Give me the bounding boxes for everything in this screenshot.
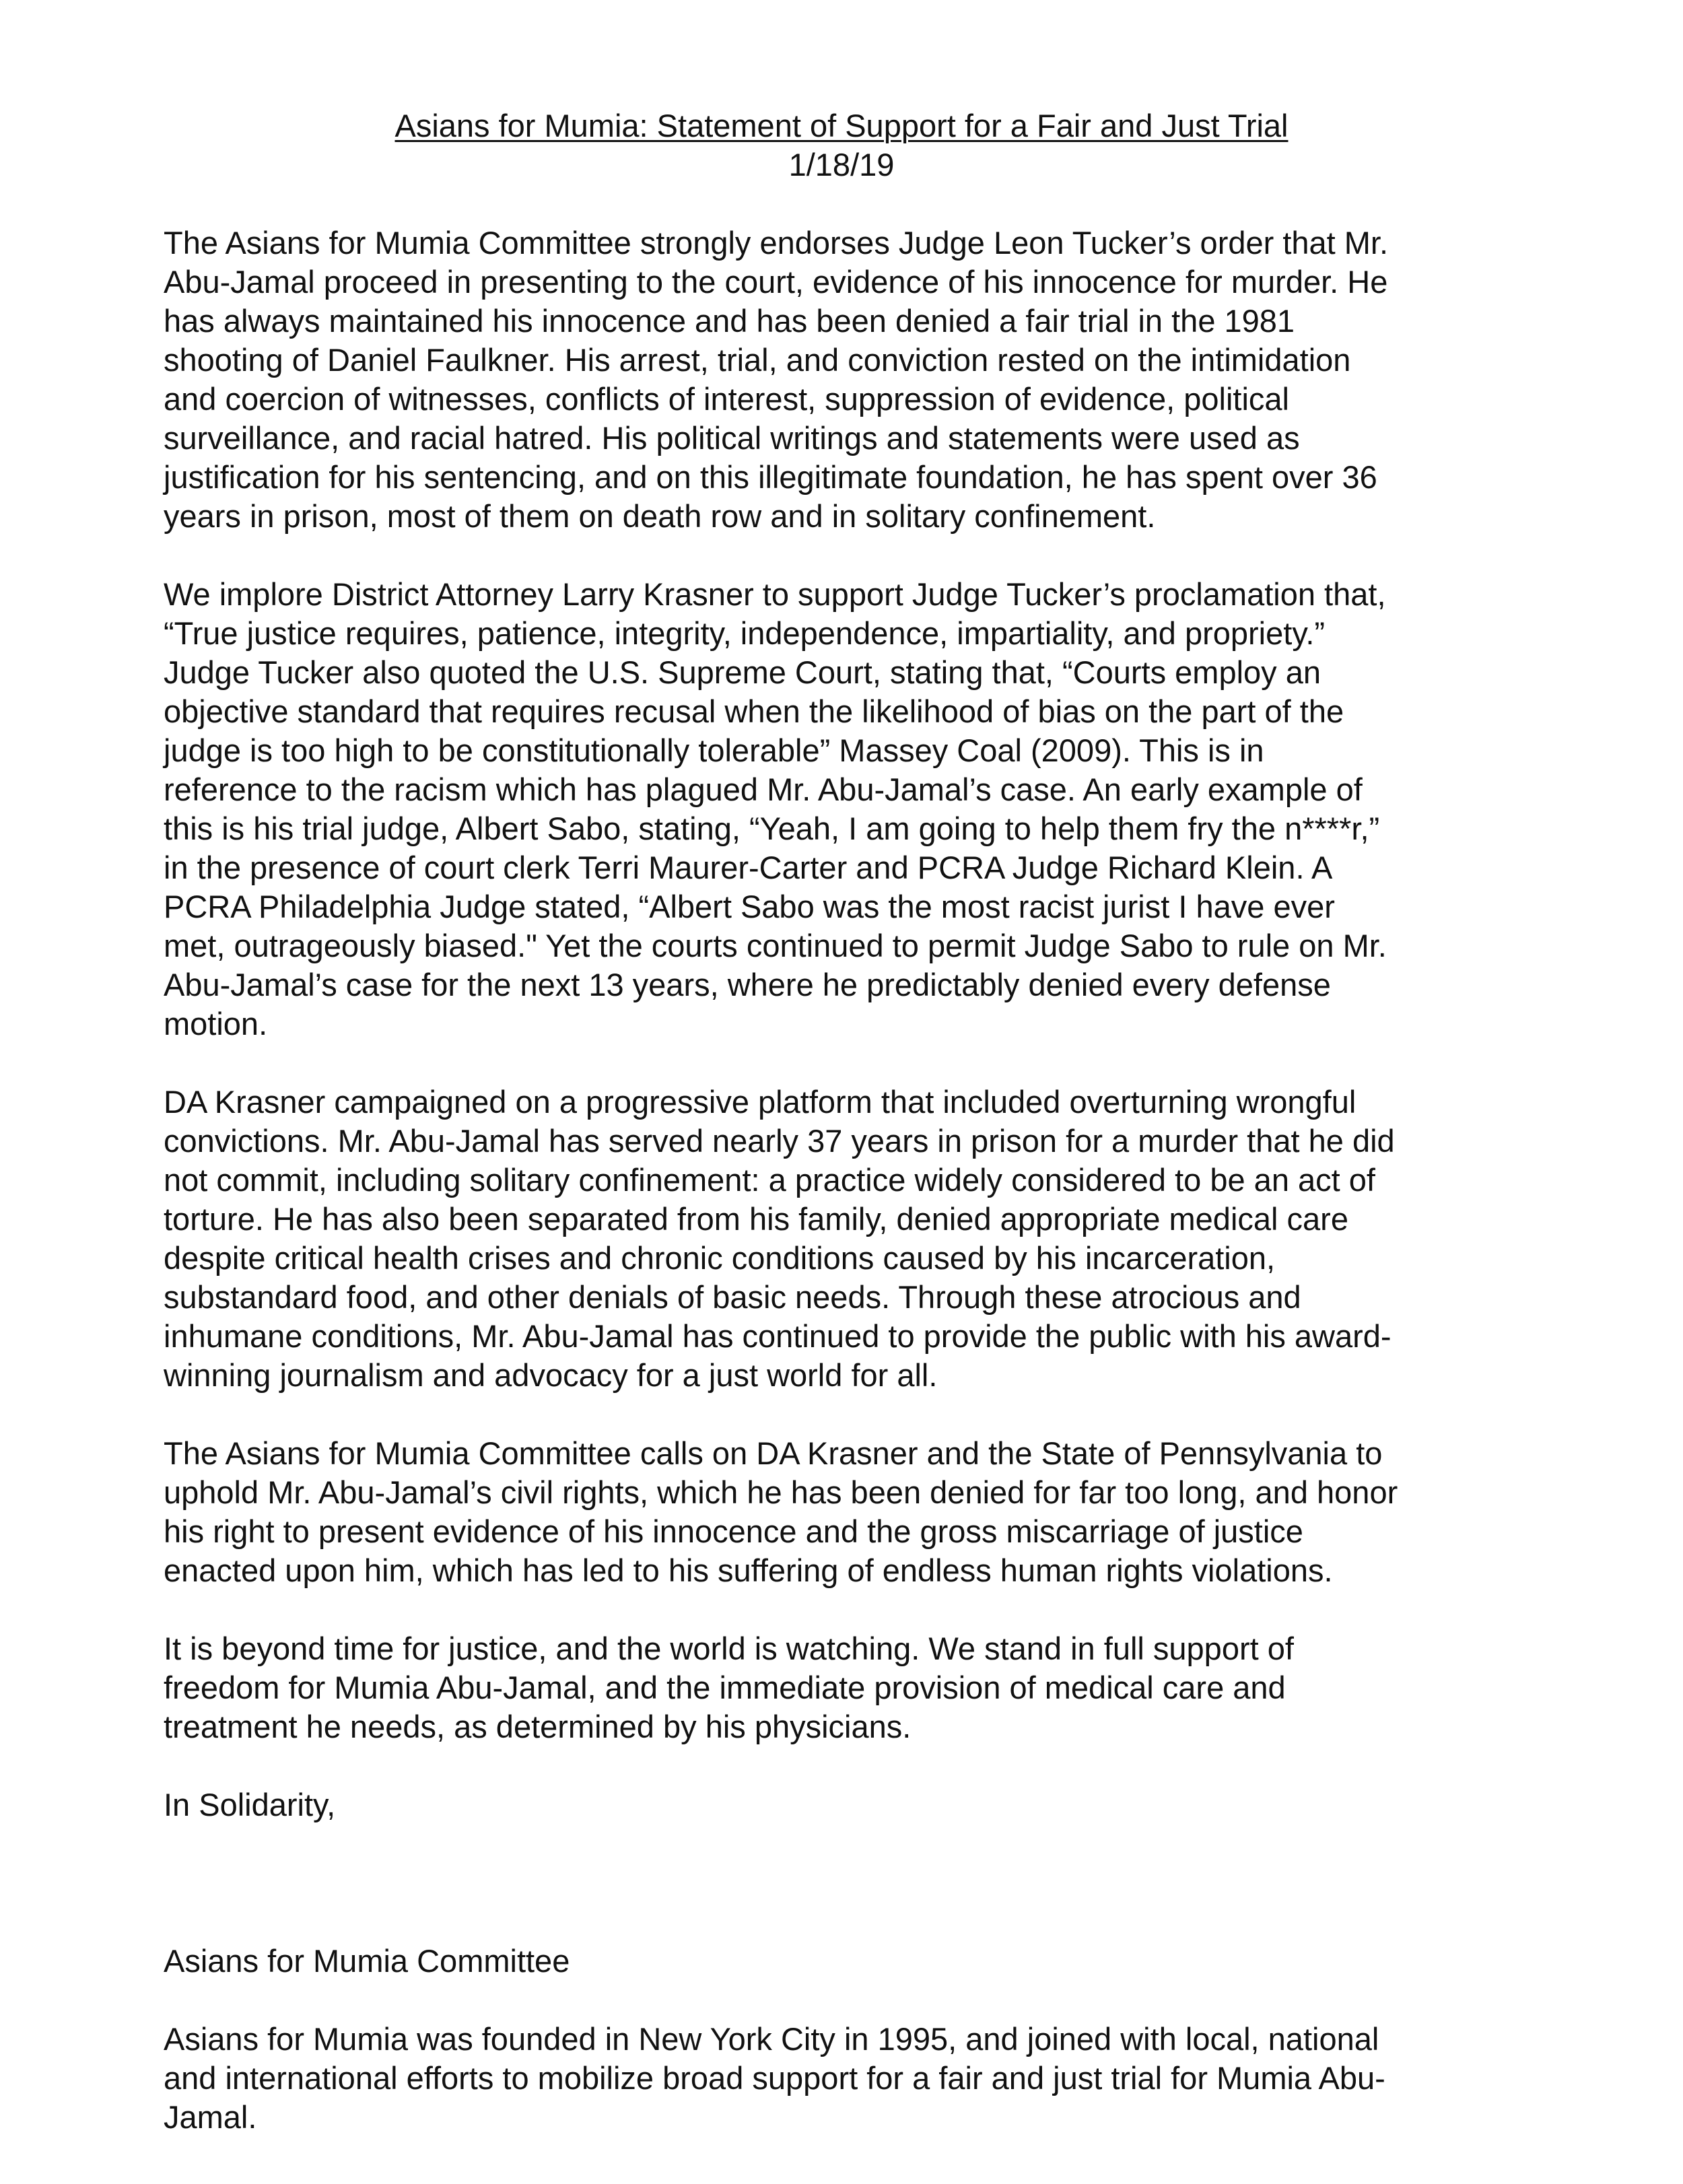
text-line: met, outrageously biased." Yet the courts continued to permit Judge Sabo to rule on Mr. xyxy=(164,928,1387,963)
text-line: objective standard that requires recusal when the likelihood of bias on the part of the xyxy=(164,693,1344,729)
text-line: justification for his sentencing, and on this illegitimate foundation, he has spent over 36 xyxy=(164,459,1377,495)
text-line: has always maintained his innocence and has been denied a fair trial in the 1981 xyxy=(164,303,1295,339)
document-header xyxy=(0,106,1683,184)
paragraph-implore xyxy=(164,575,1550,1044)
text-line: winning journalism and advocacy for a just world for all. xyxy=(164,1357,938,1393)
text-line: years in prison, most of them on death row and in solitary confinement. xyxy=(164,498,1156,534)
closing-salutation xyxy=(164,1785,1550,1824)
text-line: not commit, including solitary confinement: a practice widely considered to be an act of xyxy=(164,1162,1375,1198)
text-line: in the presence of court clerk Terri Maurer-Carter and PCRA Judge Richard Klein. A xyxy=(164,850,1333,885)
text-line: motion. xyxy=(164,1006,268,1042)
text-line: It is beyond time for justice, and the world is watching. We stand in full support of xyxy=(164,1631,1294,1666)
text-line: Abu-Jamal proceed in presenting to the court, evidence of his innocence for murder. He xyxy=(164,264,1388,300)
text-line: “True justice requires, patience, integrity, independence, impartiality, and propriety.” xyxy=(164,615,1326,651)
text-line: convictions. Mr. Abu-Jamal has served nearly 37 years in prison for a murder that he did xyxy=(164,1123,1395,1159)
signature-text: Asians for Mumia Committee xyxy=(164,1943,570,1979)
document-body xyxy=(164,224,1550,2176)
text-line: substandard food, and other denials of basic needs. Through these atrocious and xyxy=(164,1279,1301,1315)
text-line: freedom for Mumia Abu-Jamal, and the immediate provision of medical care and xyxy=(164,1670,1286,1705)
text-line: PCRA Philadelphia Judge stated, “Albert Sabo was the most racist jurist I have ever xyxy=(164,889,1335,924)
text-line: surveillance, and racial hatred. His political writings and statements were used as xyxy=(164,420,1300,456)
text-line: enacted upon him, which has led to his suffering of endless human rights violations. xyxy=(164,1552,1333,1588)
signature-block xyxy=(164,1942,1550,1981)
text-line: shooting of Daniel Faulkner. His arrest, trial, and conviction rested on the intimidation xyxy=(164,342,1351,378)
text-line: treatment he needs, as determined by his physicians. xyxy=(164,1709,912,1744)
text-line: The Asians for Mumia Committee strongly endorses Judge Leon Tucker’s order that Mr. xyxy=(164,225,1389,261)
text-line: Asians for Mumia was founded in New York City in 1995, and joined with local, national xyxy=(164,2021,1379,2057)
text-line: inhumane conditions, Mr. Abu-Jamal has continued to provide the public with his award- xyxy=(164,1318,1392,1354)
document-title: Asians for Mumia: Statement of Support for a Fair and Just Trial xyxy=(394,108,1289,143)
text-line: Jamal. xyxy=(164,2099,257,2135)
text-line: torture. He has also been separated from his family, denied appropriate medical care xyxy=(164,1201,1348,1237)
paragraph-justice xyxy=(164,1629,1550,1746)
paragraph-krasner-platform xyxy=(164,1083,1550,1395)
text-line: despite critical health crises and chronic conditions caused by his incarceration, xyxy=(164,1240,1276,1276)
text-line: this is his trial judge, Albert Sabo, stating, “Yeah, I am going to help them fry the n****r,” xyxy=(164,811,1380,846)
text-line: and international efforts to mobilize broad support for a fair and just trial for Mumia Abu- xyxy=(164,2060,1385,2096)
text-line: Judge Tucker also quoted the U.S. Supreme Court, stating that, “Courts employ an xyxy=(164,654,1321,690)
closing-text: In Solidarity, xyxy=(164,1787,336,1822)
text-line: his right to present evidence of his innocence and the gross miscarriage of justice xyxy=(164,1513,1303,1549)
footer-note xyxy=(164,2020,1550,2137)
text-line: judge is too high to be constitutionally tolerable” Massey Coal (2009). This is in xyxy=(164,732,1264,768)
document-date: 1/18/19 xyxy=(788,147,895,182)
text-line: We implore District Attorney Larry Krasner to support Judge Tucker’s proclamation that, xyxy=(164,576,1386,612)
paragraph-endorsement xyxy=(164,224,1550,536)
text-line: reference to the racism which has plagued Mr. Abu-Jamal’s case. An early example of xyxy=(164,772,1363,807)
text-line: DA Krasner campaigned on a progressive platform that included overturning wrongful xyxy=(164,1084,1356,1120)
text-line: Abu-Jamal’s case for the next 13 years, where he predictably denied every defense xyxy=(164,967,1331,1002)
paragraph-civil-rights xyxy=(164,1434,1550,1590)
text-line: uphold Mr. Abu-Jamal’s civil rights, which he has been denied for far too long, and honor xyxy=(164,1474,1398,1510)
text-line: and coercion of witnesses, conflicts of interest, suppression of evidence, political xyxy=(164,381,1289,417)
text-line: The Asians for Mumia Committee calls on DA Krasner and the State of Pennsylvania to xyxy=(164,1435,1383,1471)
